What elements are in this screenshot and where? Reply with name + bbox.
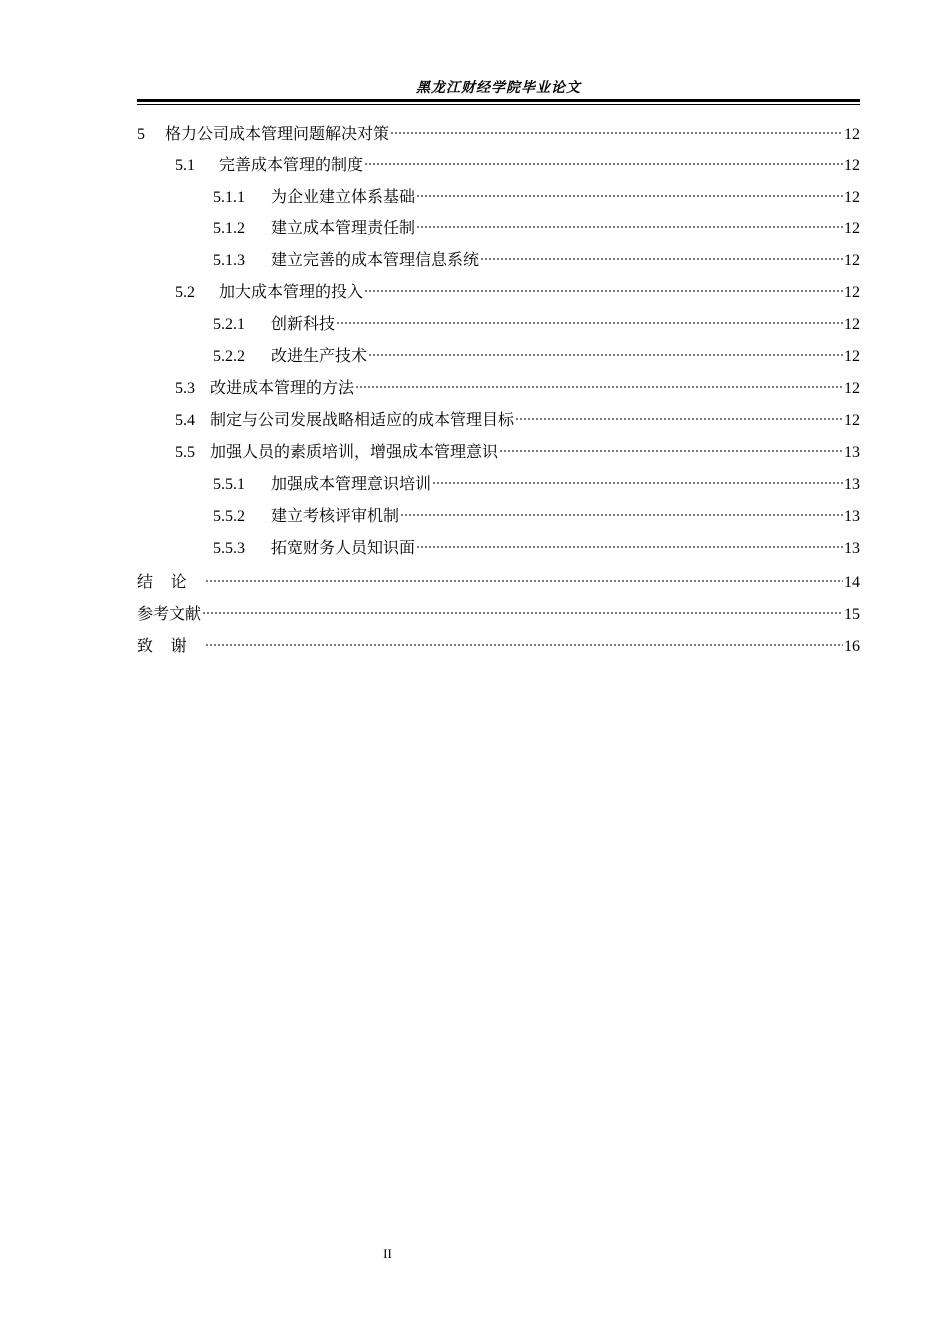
toc-entry-title: 创新科技 [271,316,336,333]
toc-entry-title: 建立考核评审机制 [271,508,400,525]
toc-entry-number: 5.2 [175,284,195,301]
toc-entry-page: 14 [844,574,860,591]
toc-leader [416,225,843,229]
toc-entry-page: 12 [844,157,860,174]
toc-entry-number: 5.1.2 [213,220,245,237]
toc-entry-number: 5.5.3 [213,540,245,557]
toc-entry[interactable] [137,187,860,209]
toc-leader [202,611,843,615]
toc-entry[interactable] [137,506,860,528]
toc-entry-title: 参考文献 [137,606,202,623]
toc-entry-page: 12 [844,189,860,206]
toc-entry[interactable] [137,250,860,272]
toc-entry-page: 12 [844,126,860,143]
toc-entry-page: 13 [844,540,860,557]
toc-entry-title: 建立完善的成本管理信息系统 [271,252,480,269]
toc-entry-title: 完善成本管理的制度 [219,157,364,174]
toc-entry-title: 格力公司成本管理问题解决对策 [165,126,390,143]
toc-leader [355,385,843,389]
toc-entry-page: 16 [844,638,860,655]
toc-entry-number: 5.2.2 [213,348,245,365]
toc-entry-title: 拓宽财务人员知识面 [271,540,416,557]
toc-leader [205,579,843,583]
toc-entry-page: 13 [844,476,860,493]
toc-entry[interactable] [137,218,860,240]
toc-leader [364,162,843,166]
toc-entry-title: 制定与公司发展战略相适应的成本管理目标 [210,412,515,429]
toc-entry[interactable] [137,346,860,368]
toc-leader [499,449,843,453]
toc-entry-page: 13 [844,444,860,461]
toc-leader [432,481,843,485]
toc-entry-page: 12 [844,284,860,301]
toc-entry[interactable] [137,410,860,432]
toc-entry-number: 5.2.1 [213,316,245,333]
toc-entry-page: 12 [844,348,860,365]
toc-entry-number: 5.1.1 [213,189,245,206]
toc-entry-title: 改进生产技术 [271,348,368,365]
toc-entry-title: 致谢 [137,638,205,655]
toc-entry-number: 5 [137,126,145,143]
toc-entry[interactable] [137,604,860,626]
toc-leader [416,545,843,549]
toc-entry-number: 5.1.3 [213,252,245,269]
toc-entry-title: 为企业建立体系基础 [271,189,416,206]
toc-entry-number: 5.3 [175,380,195,397]
toc-entry-number: 5.5.1 [213,476,245,493]
toc-entry-title: 改进成本管理的方法 [210,380,355,397]
toc-entry-number: 5.4 [175,412,195,429]
toc-entry-title: 加强成本管理意识培训 [271,476,432,493]
toc-entry-title: 加强人员的素质培训，增强成本管理意识 [210,444,499,461]
toc-entry[interactable] [137,314,860,336]
toc-entry[interactable] [137,636,860,658]
toc-entry-number: 5.5.2 [213,508,245,525]
page-number: II [383,1246,392,1261]
toc-entry-page: 12 [844,220,860,237]
toc-entry[interactable] [137,442,860,464]
toc-entry-title: 加大成本管理的投入 [219,284,364,301]
toc-entry-page: 13 [844,508,860,525]
toc-entry-page: 12 [844,412,860,429]
toc-leader [416,194,843,198]
toc-leader [515,417,843,421]
toc-entry-number: 5.5 [175,444,195,461]
toc-entry-number: 5.1 [175,157,195,174]
toc-entry-page: 12 [844,316,860,333]
toc-entry-page: 12 [844,380,860,397]
toc-entry-title: 结论 [137,574,205,591]
toc-leader [336,321,843,325]
toc-leader [400,513,843,517]
table-of-contents [137,0,860,700]
toc-entry-page: 15 [844,606,860,623]
toc-leader [205,643,843,647]
toc-leader [480,257,843,261]
page-header-title: 黑龙江财经学院毕业论文 [416,81,581,96]
toc-entry[interactable] [137,378,860,400]
toc-entry-title: 建立成本管理责任制 [271,220,416,237]
toc-leader [390,131,843,135]
toc-leader [364,289,843,293]
toc-entry[interactable] [137,538,860,560]
toc-entry[interactable] [137,155,860,177]
toc-entry[interactable] [137,474,860,496]
toc-entry[interactable] [137,282,860,304]
toc-entry[interactable] [137,124,860,146]
toc-leader [368,353,843,357]
toc-entry[interactable] [137,572,860,594]
toc-entry-page: 12 [844,252,860,269]
